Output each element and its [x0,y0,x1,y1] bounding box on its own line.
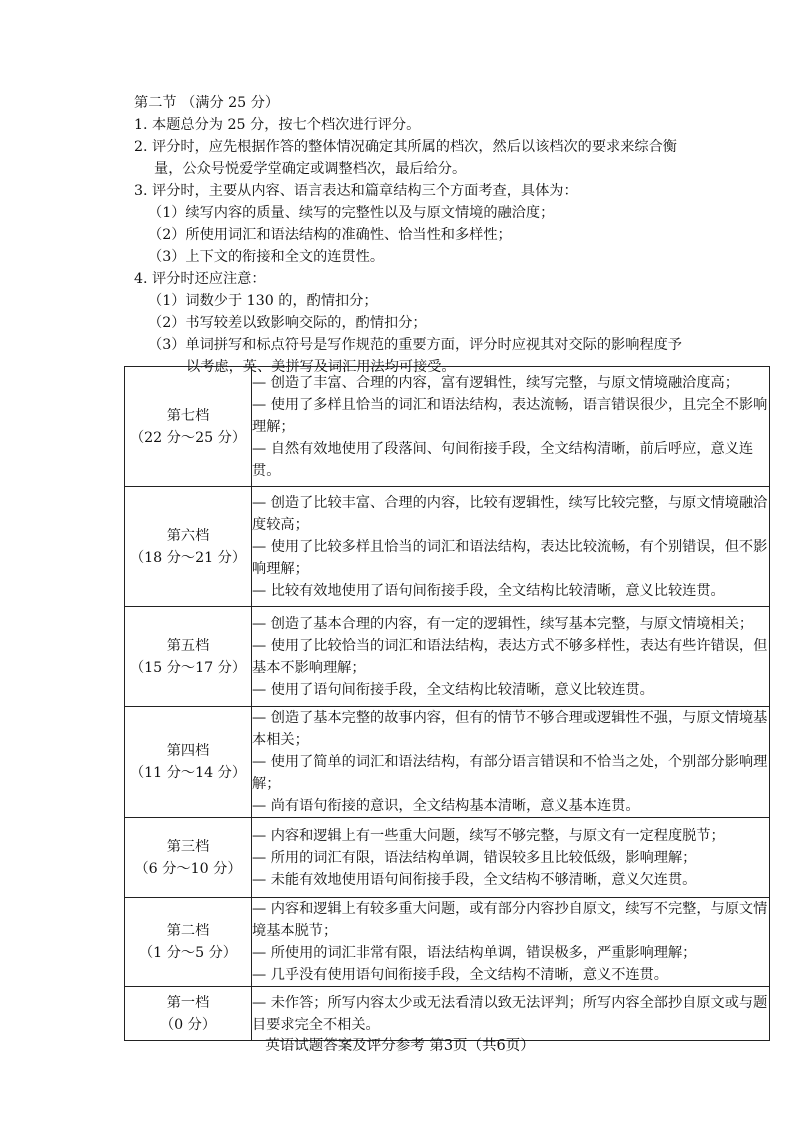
grade-name: 第四档 [166,743,210,759]
rule-4 [134,268,764,378]
grade-level [125,898,252,987]
rule-text-cont: 量，公众号悦爱学堂确定或调整档次，最后给分。 [154,161,467,177]
grade-row-6 [125,487,770,607]
grade-name: 第二档 [166,923,210,939]
grade-criteria [252,367,770,487]
grade-range: （11 分～14 分） [129,765,247,781]
rule-3-sub-1: （1）续写内容的质量、续写的完整性以及与原文情境的融洽度； [148,205,555,221]
grade-range: （0 分） [159,1016,217,1033]
criterion: — 创造了比较丰富、合理的内容，比较有逻辑性，续写比较完整，与原文情境融洽度较高； [252,494,768,533]
grade-row-3 [125,818,770,898]
criterion: — 未作答；所写内容太少或无法看清以致无法评判；所写内容全部抄自原文或与题目要求完全不相关。 [252,994,768,1033]
criterion: — 自然有效地使用了段落间、句间衔接手段，全文结构清晰，前后呼应，意义连贯。 [252,440,754,479]
grade-row-4 [125,707,770,818]
criterion: — 使用了语句间衔接手段，全文结构比较清晰，意义比较连贯。 [252,681,654,698]
grade-criteria [252,707,770,818]
rule-3-sub-3: （3）上下文的衔接和全文的连贯性。 [148,249,385,265]
rule-3 [134,180,764,268]
criterion: — 内容和逻辑上有较多重大问题，或有部分内容抄自原文，续写不完整，与原文情境基本脱节； [252,901,768,939]
grade-criteria [252,898,770,987]
criterion: — 尚有语句衔接的意识，全文结构基本清晰，意义基本连贯。 [252,798,640,814]
criterion: — 创造了丰富、合理的内容，富有逻辑性，续写完整，与原文情境融洽度高； [252,374,739,391]
grade-name: 第五档 [166,637,210,654]
rule-text: 2. 评分时，应先根据作答的整体情况确定其所属的档次，然后以该档次的要求来综合衡 [134,139,677,155]
rule-text: 3. 评分时，主要从内容、语言表达和篇章结构三个方面考查，具体为： [134,183,578,199]
rule-text: 4. 评分时还应注意： [134,271,266,287]
criterion: — 创造了基本合理的内容，有一定的逻辑性，续写基本完整，与原文情境相关； [252,615,754,632]
grade-row-5 [125,607,770,707]
rule-2 [134,136,764,180]
criterion: — 创造了基本完整的故事内容，但有的情节不够合理或逻辑性不强，与原文情境基本相关； [252,710,768,748]
grade-level [125,487,252,607]
grade-criteria [252,607,770,707]
grade-name: 第三档 [166,838,210,855]
grade-row-1 [125,987,770,1041]
grade-name: 第一档 [166,994,210,1011]
rule-4-sub-2: （2）书写较差以致影响交际的，酌情扣分； [148,315,427,331]
grade-level [125,987,252,1041]
grade-criteria [252,487,770,607]
criterion: — 使用了比较恰当的词汇和语法结构，表达方式不够多样性，表达有些许错误，但基本不影响理解； [252,637,768,676]
criterion: — 几乎没有使用语句间衔接手段，全文结构不清晰，意义不连贯。 [252,967,668,983]
rule-3-sub-2: （2）所使用词汇和语法结构的准确性、恰当性和多样性； [148,227,512,243]
rule-text: 1. 本题总分为 25 分，按七个档次进行评分。 [134,117,421,133]
criterion: — 使用了多样且恰当的词汇和语法结构，表达流畅，语言错误很少，且完全不影响理解； [252,396,768,435]
criterion: — 内容和逻辑上有一些重大问题，续写不够完整，与原文有一定程度脱节； [252,827,725,844]
rule-4-sub-3-cont: 以考虑，英、美拼写及词汇用法均可接受。 [186,359,456,375]
grade-level [125,707,252,818]
rule-4-sub-1: （1）词数少于 130 的，酌情扣分； [148,293,378,309]
page-footer: 英语试题答案及评分参考 第3页（共6页） [265,1038,535,1054]
grade-row-7 [125,367,770,487]
criterion: — 所用的词汇有限，语法结构单调，错误较多且比较低级，影响理解； [252,849,697,866]
criterion: — 未能有效地使用语句间衔接手段，全文结构不够清晰，意义欠连贯。 [252,871,697,888]
grade-range: （18 分～21 分） [129,549,247,566]
criterion: — 所使用的词汇非常有限，语法结构单调，错误极多，严重影响理解； [252,945,697,961]
grade-range: （6 分～10 分） [134,860,242,877]
grade-row-2 [125,898,770,987]
grade-range: （22 分～25 分） [129,429,247,446]
grade-level [125,607,252,707]
grade-name: 第七档 [166,407,210,424]
criterion: — 使用了比较多样且恰当的词汇和语法结构，表达比较流畅，有个别错误，但不影响理解； [252,538,768,577]
section-title: 第二节 （满分 25 分） [134,95,280,111]
grade-range: （1 分～5 分） [138,945,237,961]
criterion: — 使用了简单的词汇和语法结构，有部分语言错误和不恰当之处，个别部分影响理解； [252,754,768,792]
grade-level [125,367,252,487]
grade-criteria [252,818,770,898]
rule-1 [134,114,764,136]
grade-level [125,818,252,898]
rule-4-sub-3: （3）单词拼写和标点符号是写作规范的重要方面，评分时应视其对交际的影响程度予 [148,337,682,353]
scoring-rules [134,114,764,378]
grade-range: （15 分～17 分） [129,659,247,676]
criterion: — 比较有效地使用了语句间衔接手段，全文结构比较清晰，意义比较连贯。 [252,582,725,599]
grading-table [124,366,770,1041]
grade-criteria [252,987,770,1041]
grade-name: 第六档 [166,527,210,544]
